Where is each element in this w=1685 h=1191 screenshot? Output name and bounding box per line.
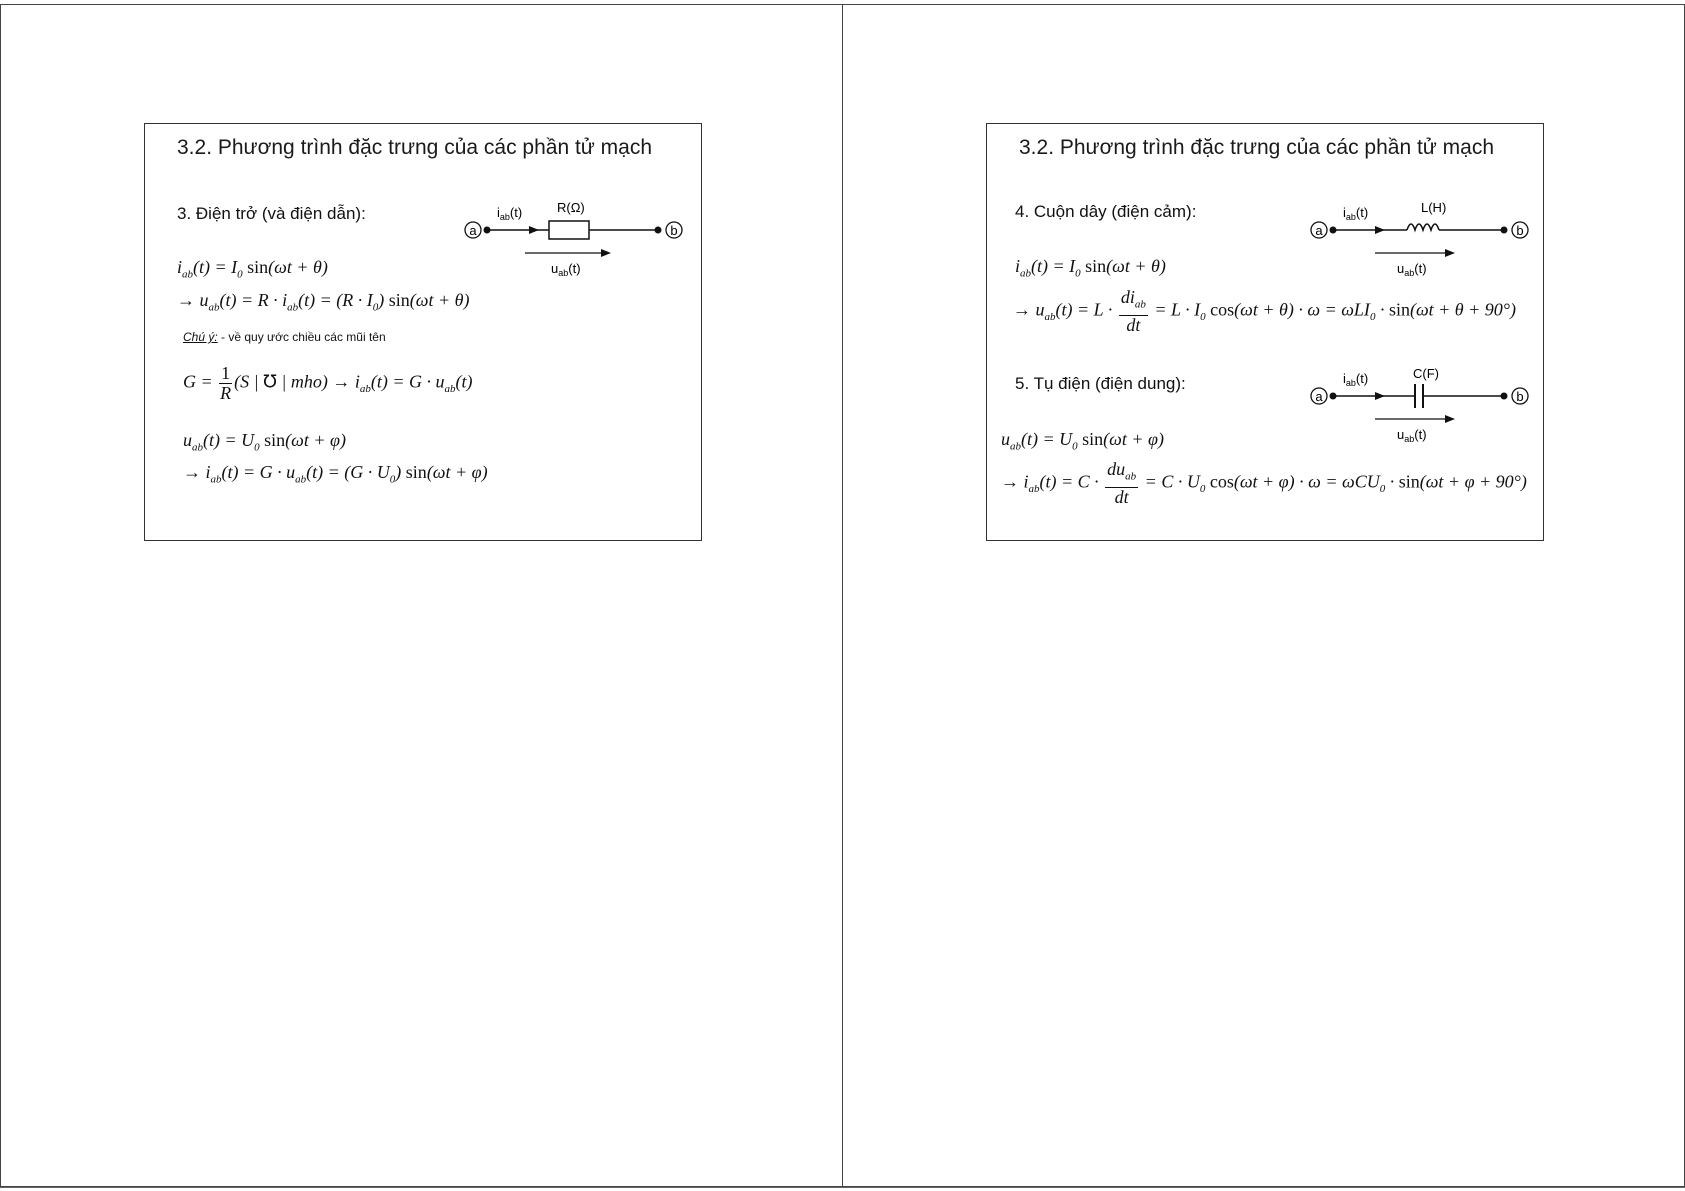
component-label: R(Ω): [557, 200, 585, 215]
node-a-label: a: [469, 223, 477, 238]
equation-voltage-source: $u_{ab}(t) = U_0$ sin(ωt + φ): [183, 430, 346, 454]
equation-current: $i_{ab}(t) = I_0$ sin(ωt + θ): [1015, 256, 1166, 280]
section-heading-capacitor: 5. Tụ điện (điện dung):: [1015, 374, 1186, 393]
resistor-circuit-diagram: [463, 200, 693, 284]
equation-current: $i_{ab}(t) = I_0$ sin(ωt + θ): [177, 257, 328, 281]
note: Chú ý: - về quy ước chiều các mũi tên: [183, 330, 386, 344]
slide-resistor: [144, 123, 702, 541]
slide-title: 3.2. Phương trình đặc trưng của các phần tử mạch: [177, 136, 653, 159]
slide-inductor-capacitor: [986, 123, 1544, 541]
section-heading: 3. Điện trở (và điện dẫn):: [177, 204, 366, 223]
inductor-symbol: [1407, 224, 1439, 230]
svg-text:a: a: [1315, 223, 1323, 238]
svg-text:a: a: [1315, 389, 1323, 404]
component-label: L(H): [1421, 200, 1447, 215]
equation-voltage-source: $u_{ab}(t) = U_0$ sin(ωt + φ): [1001, 429, 1164, 453]
section-heading-inductor: 4. Cuộn dây (điện cảm):: [1015, 202, 1197, 221]
current-label: $i_{ab}(t)$: [497, 205, 523, 222]
equation-current-from-g: → $i_{ab}(t) = G \cdot u_{ab}(t) = (G \cdot U_0) \sin(\omega t + \varphi)$: [183, 462, 488, 486]
voltage-label: $u_{ab}(t)$: [1397, 427, 1427, 444]
slide-title: 3.2. Phương trình đặc trưng của các phần tử mạch: [1019, 136, 1495, 159]
voltage-label: $u_{ab}(t)$: [551, 261, 581, 278]
node-b-label: b: [670, 223, 678, 238]
page-bottom-rule: [0, 1187, 1685, 1188]
equation-voltage: → $u_{ab}(t) = R \cdot i_{ab}(t) = (R \cdot I_0) \sin(\omega t + \theta)$: [177, 290, 470, 314]
component-label: C(F): [1413, 366, 1439, 381]
equation-inductor-voltage: → $u_{ab}(t) = L$ · $\frac{di_{ab}}{dt}$ = $L \cdot I_0$ cos(ωt + θ) · ω = ωLI$_0$ · sin(ωt + θ + 90°): [1013, 287, 1516, 335]
inductor-circuit-diagram: [1309, 200, 1539, 284]
equation-capacitor-current: → $i_{ab}(t) = C$ · $\frac{du_{ab}}{dt}$ = $C \cdot U_0$ cos(ωt + φ) · ω = ωCU$_0$ · sin(ωt + φ + 90°): [1001, 459, 1527, 507]
voltage-label: $u_{ab}(t)$: [1397, 261, 1427, 278]
left-page: [0, 4, 843, 1187]
current-label: $i_{ab}(t)$: [1343, 371, 1369, 388]
capacitor-circuit-diagram: [1309, 366, 1539, 450]
svg-text:b: b: [1516, 389, 1524, 404]
right-page: [842, 4, 1685, 1187]
current-label: $i_{ab}(t)$: [1343, 205, 1369, 222]
resistor-symbol: [549, 221, 589, 239]
equation-conductance: G = $\frac{1}{R}$ (S | ℧ | $mho) \to i_{ab}(t) = G \cdot u_{ab}(t)$: [183, 363, 473, 403]
svg-text:b: b: [1516, 223, 1524, 238]
